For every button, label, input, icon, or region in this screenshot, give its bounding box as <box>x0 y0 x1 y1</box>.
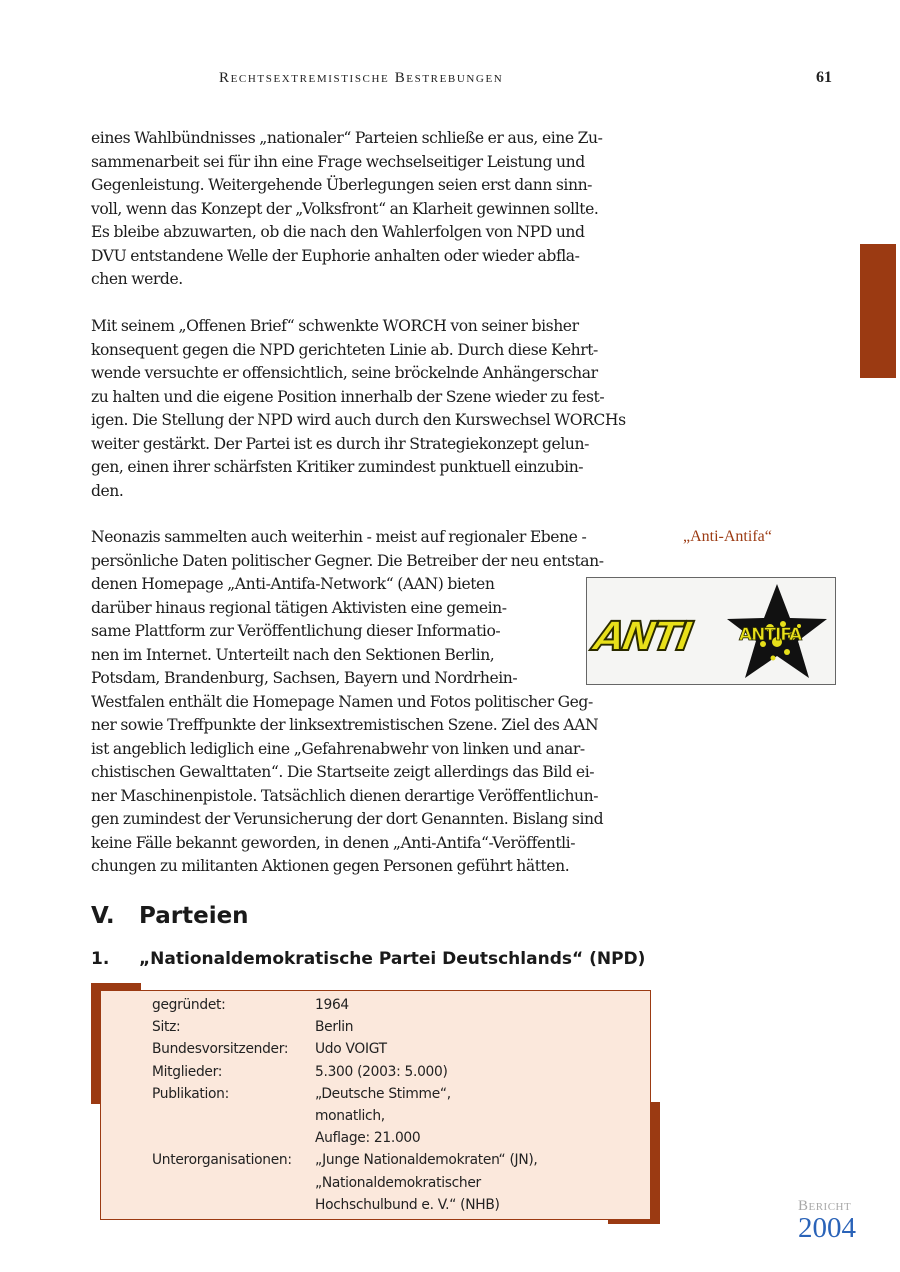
logo-text-left: ANTI <box>590 613 694 660</box>
fact-label: gegründet: <box>152 997 226 1013</box>
fact-row-publication <box>152 1083 538 1150</box>
text-line: ner Maschinenpistole. Tatsächlich dienen derartige Veröffentlichun- <box>91 786 599 805</box>
text-line: gen zumindest der Verunsicherung der dort Genannten. Bislang sind <box>91 810 604 828</box>
subsection-number: 1. <box>91 949 110 969</box>
margin-note: „Anti-Antifa“ <box>683 528 772 545</box>
party-facts-table <box>152 994 538 1216</box>
fact-value <box>315 1149 538 1216</box>
fact-value-line: „Junge Nationaldemokraten“ (JN), <box>315 1152 538 1169</box>
text-line: sammenarbeit sei für ihn eine Frage wechselseitiger Leistung und <box>91 152 585 171</box>
chapter-side-tab <box>860 244 896 378</box>
logo-graphic <box>587 578 835 684</box>
fact-row-seat <box>152 1016 538 1038</box>
text-line: nen im Internet. Unterteilt nach den Sektionen Berlin, <box>91 645 495 664</box>
fact-value <box>315 1016 538 1038</box>
fact-row-members <box>152 1061 538 1083</box>
text-line: keine Fälle bekannt geworden, in denen „Anti-Antifa“-Veröffentli- <box>91 833 576 852</box>
text-line: voll, wenn das Konzept der „Volksfront“ an Klarheit gewinnen sollte. <box>91 199 599 218</box>
fact-value <box>315 1038 538 1060</box>
text-line: gen, einen ihrer schärfsten Kritiker zumindest punktuell einzubin- <box>91 458 584 476</box>
section-heading <box>91 903 249 929</box>
text-line: denen Homepage „Anti-Antifa-Network“ (AAN) bieten <box>91 575 495 593</box>
paragraph-3 <box>91 526 661 879</box>
fact-value <box>315 1061 538 1083</box>
text-line: eines Wahlbündnisses „nationaler“ Parteien schließe er aus, eine Zu- <box>91 129 603 147</box>
text-line: Westfalen enthält die Homepage Namen und Fotos politischer Geg- <box>91 692 593 711</box>
fact-value <box>315 1083 538 1150</box>
fact-value-line: Berlin <box>315 1019 354 1036</box>
fact-value-line: Udo VOIGT <box>315 1041 387 1058</box>
text-line: chen werde. <box>91 270 183 288</box>
text-line: Es bleibe abzuwarten, ob die nach den Wahlerfolgen von NPD und <box>91 223 585 241</box>
brand-word: Bericht <box>798 1198 852 1214</box>
fact-label: Mitglieder: <box>152 1063 223 1080</box>
fact-label: Bundesvorsitzender: <box>152 1041 289 1058</box>
section-number: V. <box>91 903 115 929</box>
text-line: Mit seinem „Offenen Brief“ schwenkte WORCH von seiner bisher <box>91 317 579 335</box>
text-line: igen. Die Stellung der NPD wird auch durch den Kurswechsel WORCHs <box>91 411 626 429</box>
brand-year: 2004 <box>798 1212 856 1244</box>
section-title: Parteien <box>139 903 249 929</box>
text-line: Neonazis sammelten auch weiterhin - meist auf regionaler Ebene - <box>91 528 587 546</box>
fact-value-line: „Deutsche Stimme“, <box>315 1085 451 1102</box>
report-brand-logo <box>798 1198 856 1242</box>
text-line: darüber hinaus regional tätigen Aktivisten eine gemein- <box>91 598 507 617</box>
fact-row-founded <box>152 994 538 1016</box>
text-line: persönliche Daten politischer Gegner. Die Betreiber der neu entstan- <box>91 551 604 570</box>
subsection-title: „Nationaldemokratische Partei Deutschlands“ (NPD) <box>139 949 646 969</box>
page-number: 61 <box>816 69 832 86</box>
text-line: ner sowie Treffpunkte der linksextremistischen Szene. Ziel des AAN <box>91 716 599 734</box>
text-line: konsequent gegen die NPD gerichteten Linie ab. Durch diese Kehrt- <box>91 340 598 359</box>
text-line: chungen zu militanten Aktionen gegen Personen geführt hätten. <box>91 857 570 875</box>
fact-value-line: monatlich, <box>315 1108 385 1125</box>
logo-text-right: ANTIFA <box>739 625 802 645</box>
text-line: zu halten und die eigene Position innerhalb der Szene wieder zu fest- <box>91 387 605 406</box>
text-line: weiter gestärkt. Der Partei ist es durch ihr Strategiekonzept gelun- <box>91 434 589 453</box>
fact-value-line: Hochschulbund e. V.“ (NHB) <box>315 1196 500 1213</box>
paragraph-1 <box>91 127 661 292</box>
fact-value <box>315 994 538 1016</box>
paragraph-2 <box>91 315 661 503</box>
subsection-heading <box>91 949 645 969</box>
text-line: same Plattform zur Veröffentlichung dieser Informatio- <box>91 622 501 640</box>
text-line: Potsdam, Brandenburg, Sachsen, Bayern und Nordrhein- <box>91 669 518 687</box>
party-fact-box <box>100 990 651 1220</box>
fact-value-line: 1964 <box>315 997 349 1013</box>
text-line: wende versuchte er offensichtlich, seine bröckelnde Anhängerschar <box>91 364 598 382</box>
running-head-title: Rechtsextremistische Bestrebungen <box>219 70 504 86</box>
fact-label: Unterorganisationen: <box>152 1152 292 1169</box>
fact-label: Publikation: <box>152 1085 229 1102</box>
text-line: chistischen Gewalttaten“. Die Startseite zeigt allerdings das Bild ei- <box>91 763 595 781</box>
fact-label: Sitz: <box>152 1019 181 1036</box>
fact-value-line: Auflage: 21.000 <box>315 1130 421 1147</box>
anti-antifa-logo-image <box>586 577 836 685</box>
fact-value-line: „Nationaldemokratischer <box>315 1174 481 1191</box>
fact-value-line: 5.300 (2003: 5.000) <box>315 1063 448 1080</box>
fact-row-chairman <box>152 1038 538 1060</box>
text-line: Gegenleistung. Weitergehende Überlegungen seien erst dann sinn- <box>91 176 592 194</box>
text-line: ist angeblich lediglich eine „Gefahrenabwehr von linken und anar- <box>91 739 585 758</box>
text-line: den. <box>91 481 124 500</box>
fact-row-suborganizations <box>152 1149 538 1216</box>
text-line: DVU entstandene Welle der Euphorie anhalten oder wieder abfla- <box>91 246 580 265</box>
